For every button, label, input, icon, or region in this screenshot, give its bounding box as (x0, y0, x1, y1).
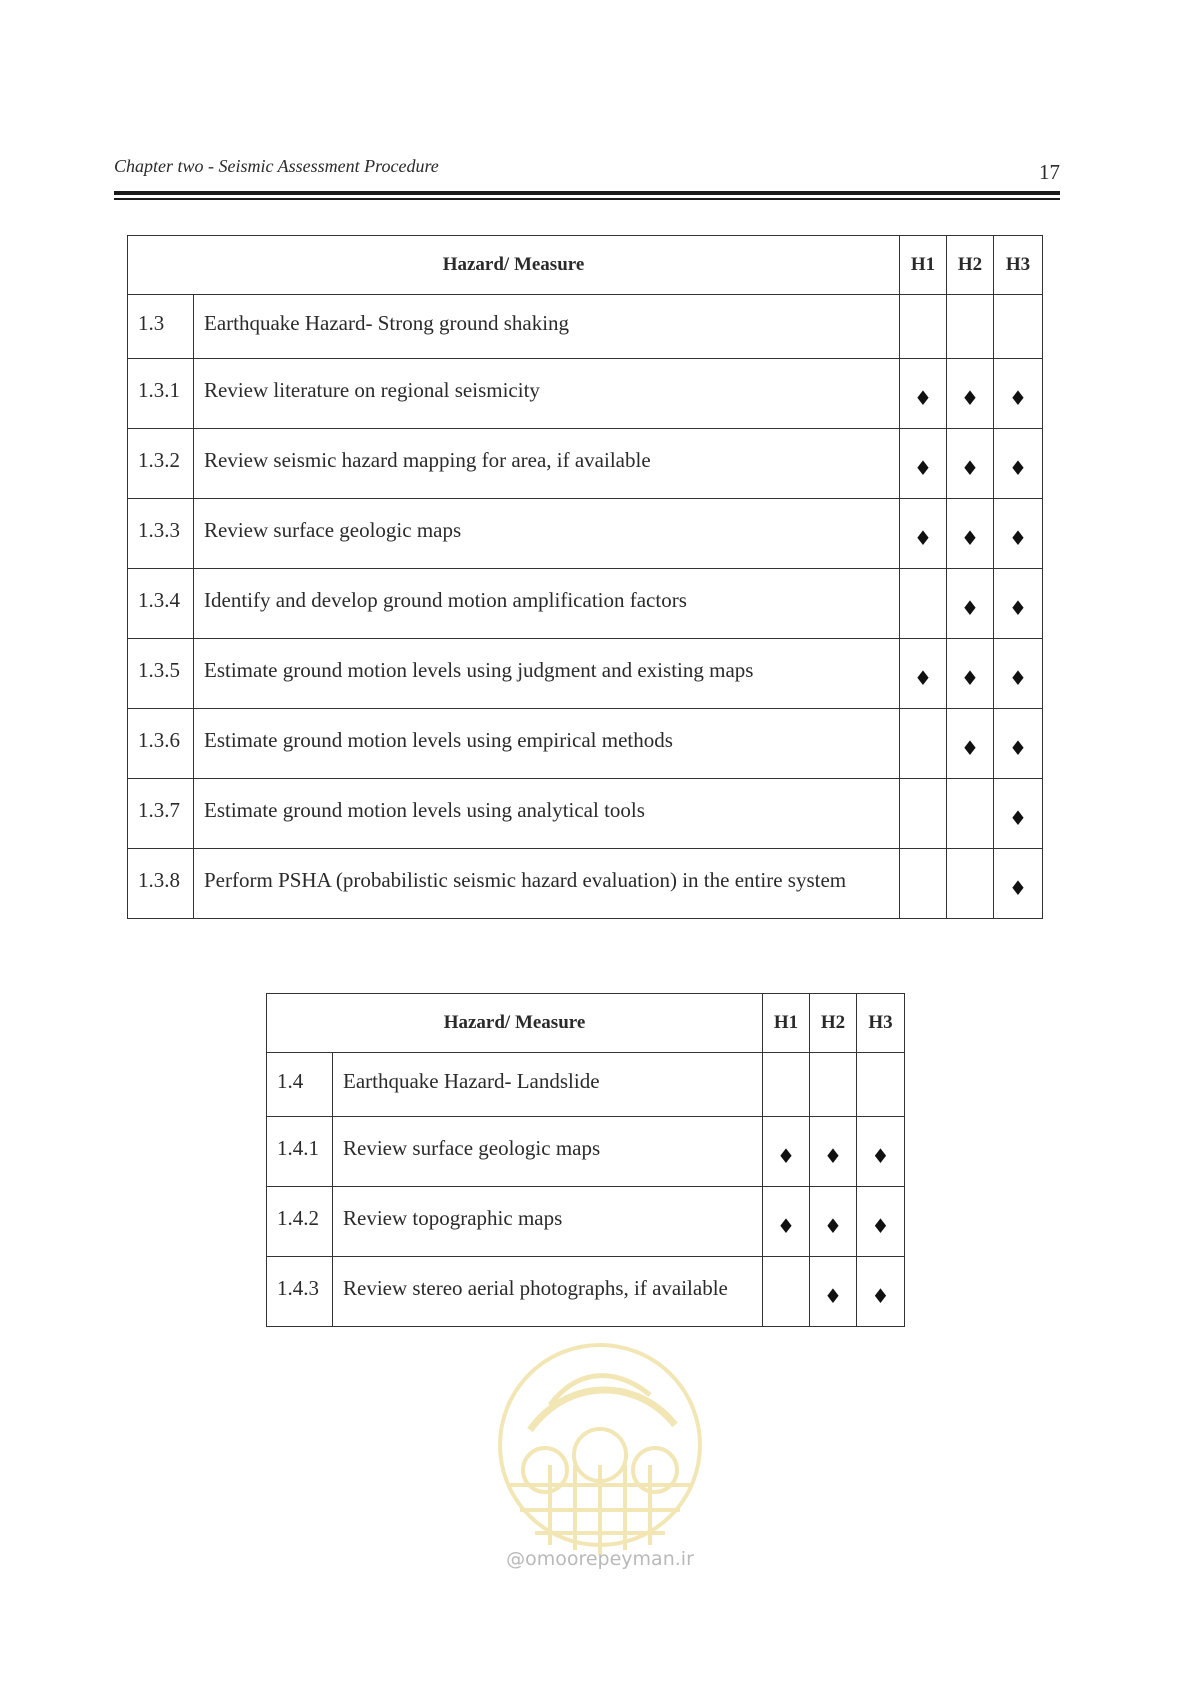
column-header-h2: H2 (810, 994, 857, 1053)
h1-cell (900, 499, 947, 569)
diamond-marker-icon: ♦ (777, 1143, 795, 1168)
diamond-marker-icon: ♦ (914, 455, 932, 480)
section-row (267, 1053, 905, 1117)
measure-description: Review topographic maps (333, 1187, 763, 1257)
diamond-marker-icon: ♦ (961, 665, 979, 690)
diamond-marker-icon: ♦ (914, 385, 932, 410)
h1-cell (763, 1257, 810, 1327)
section-title: Earthquake Hazard- Strong ground shaking (194, 295, 900, 359)
table-row (128, 569, 1043, 639)
h3-cell (994, 639, 1043, 709)
column-header-h1: H1 (900, 236, 947, 295)
measure-description: Perform PSHA (probabilistic seismic hazard evaluation) in the entire system (194, 849, 900, 919)
measure-description: Review stereo aerial photographs, if available (333, 1257, 763, 1327)
h1-cell (763, 1117, 810, 1187)
h3-cell (994, 709, 1043, 779)
diamond-marker-icon: ♦ (961, 455, 979, 480)
column-header-measure: Hazard/ Measure (267, 994, 763, 1053)
column-header-measure: Hazard/ Measure (128, 236, 900, 295)
table-row (267, 1187, 905, 1257)
measure-description: Review surface geologic maps (333, 1117, 763, 1187)
page-number: 17 (1039, 160, 1060, 184)
diamond-marker-icon: ♦ (914, 525, 932, 550)
h3-cell (994, 779, 1043, 849)
diamond-marker-icon: ♦ (1009, 665, 1027, 690)
h2-cell (810, 1117, 857, 1187)
h2-cell (947, 295, 994, 359)
measure-number: 1.3.7 (128, 779, 194, 849)
section-title: Earthquake Hazard- Landslide (333, 1053, 763, 1117)
hazard-measure-table-landslide (266, 993, 905, 1327)
table-row (267, 1117, 905, 1187)
diamond-marker-icon: ♦ (1009, 805, 1027, 830)
measure-number: 1.3.5 (128, 639, 194, 709)
h1-cell (900, 295, 947, 359)
hazard-measure-table-ground-shaking (127, 235, 1043, 919)
section-number: 1.4 (267, 1053, 333, 1117)
measure-number: 1.3.8 (128, 849, 194, 919)
measure-description: Estimate ground motion levels using analytical tools (194, 779, 900, 849)
measure-description: Estimate ground motion levels using judgment and existing maps (194, 639, 900, 709)
table-row (128, 639, 1043, 709)
h2-cell (810, 1053, 857, 1117)
h2-cell (947, 569, 994, 639)
measure-description: Estimate ground motion levels using empirical methods (194, 709, 900, 779)
table-row (128, 709, 1043, 779)
h1-cell (900, 569, 947, 639)
table-header-row (267, 994, 905, 1053)
h2-cell (947, 709, 994, 779)
table-row (267, 1257, 905, 1327)
h1-cell (900, 429, 947, 499)
h3-cell (994, 569, 1043, 639)
running-title: Chapter two - Seismic Assessment Procedure (114, 156, 439, 176)
measure-description: Review literature on regional seismicity (194, 359, 900, 429)
diamond-marker-icon: ♦ (914, 665, 932, 690)
h3-cell (857, 1257, 905, 1327)
page-header (114, 150, 1060, 204)
h3-cell (857, 1053, 905, 1117)
measure-number: 1.3.1 (128, 359, 194, 429)
column-header-h3: H3 (994, 236, 1043, 295)
h3-cell (994, 849, 1043, 919)
table-header-row (128, 236, 1043, 295)
measure-number: 1.3.3 (128, 499, 194, 569)
table-row (128, 499, 1043, 569)
column-header-h1: H1 (763, 994, 810, 1053)
measure-number: 1.3.2 (128, 429, 194, 499)
diamond-marker-icon: ♦ (1009, 875, 1027, 900)
h2-cell (810, 1257, 857, 1327)
diamond-marker-icon: ♦ (777, 1213, 795, 1238)
h1-cell (900, 779, 947, 849)
diamond-marker-icon: ♦ (1009, 595, 1027, 620)
h3-cell (994, 499, 1043, 569)
h1-cell (900, 639, 947, 709)
diamond-marker-icon: ♦ (1009, 735, 1027, 760)
h3-cell (994, 359, 1043, 429)
measure-description: Review seismic hazard mapping for area, if available (194, 429, 900, 499)
diamond-marker-icon: ♦ (824, 1213, 842, 1238)
diamond-marker-icon: ♦ (1009, 455, 1027, 480)
diamond-marker-icon: ♦ (1009, 525, 1027, 550)
diamond-marker-icon: ♦ (871, 1283, 890, 1308)
measure-number: 1.4.2 (267, 1187, 333, 1257)
h2-cell (810, 1187, 857, 1257)
diamond-marker-icon: ♦ (961, 735, 979, 760)
table-row (128, 429, 1043, 499)
measure-description: Review surface geologic maps (194, 499, 900, 569)
h1-cell (763, 1053, 810, 1117)
h2-cell (947, 639, 994, 709)
diamond-marker-icon: ♦ (961, 525, 979, 550)
h1-cell (763, 1187, 810, 1257)
h1-cell (900, 359, 947, 429)
h2-cell (947, 849, 994, 919)
h1-cell (900, 709, 947, 779)
h2-cell (947, 779, 994, 849)
table-row (128, 849, 1043, 919)
measure-number: 1.3.6 (128, 709, 194, 779)
h3-cell (994, 429, 1043, 499)
measure-number: 1.4.3 (267, 1257, 333, 1327)
header-rule-thick (114, 191, 1060, 195)
table-row (128, 359, 1043, 429)
measure-number: 1.4.1 (267, 1117, 333, 1187)
column-header-h3: H3 (857, 994, 905, 1053)
diamond-marker-icon: ♦ (824, 1143, 842, 1168)
h2-cell (947, 429, 994, 499)
measure-description: Identify and develop ground motion amplification factors (194, 569, 900, 639)
header-rule-thin (114, 198, 1060, 200)
h1-cell (900, 849, 947, 919)
diamond-marker-icon: ♦ (1009, 385, 1027, 410)
diamond-marker-icon: ♦ (871, 1213, 890, 1238)
table-row (128, 779, 1043, 849)
diamond-marker-icon: ♦ (824, 1283, 842, 1308)
h3-cell (857, 1187, 905, 1257)
section-row (128, 295, 1043, 359)
watermark-url: @omoorepeyman.ir (506, 1548, 694, 1570)
h3-cell (857, 1117, 905, 1187)
diamond-marker-icon: ♦ (961, 595, 979, 620)
h2-cell (947, 499, 994, 569)
measure-number: 1.3.4 (128, 569, 194, 639)
diamond-marker-icon: ♦ (961, 385, 979, 410)
h2-cell (947, 359, 994, 429)
h3-cell (994, 295, 1043, 359)
diamond-marker-icon: ♦ (871, 1143, 890, 1168)
column-header-h2: H2 (947, 236, 994, 295)
section-number: 1.3 (128, 295, 194, 359)
